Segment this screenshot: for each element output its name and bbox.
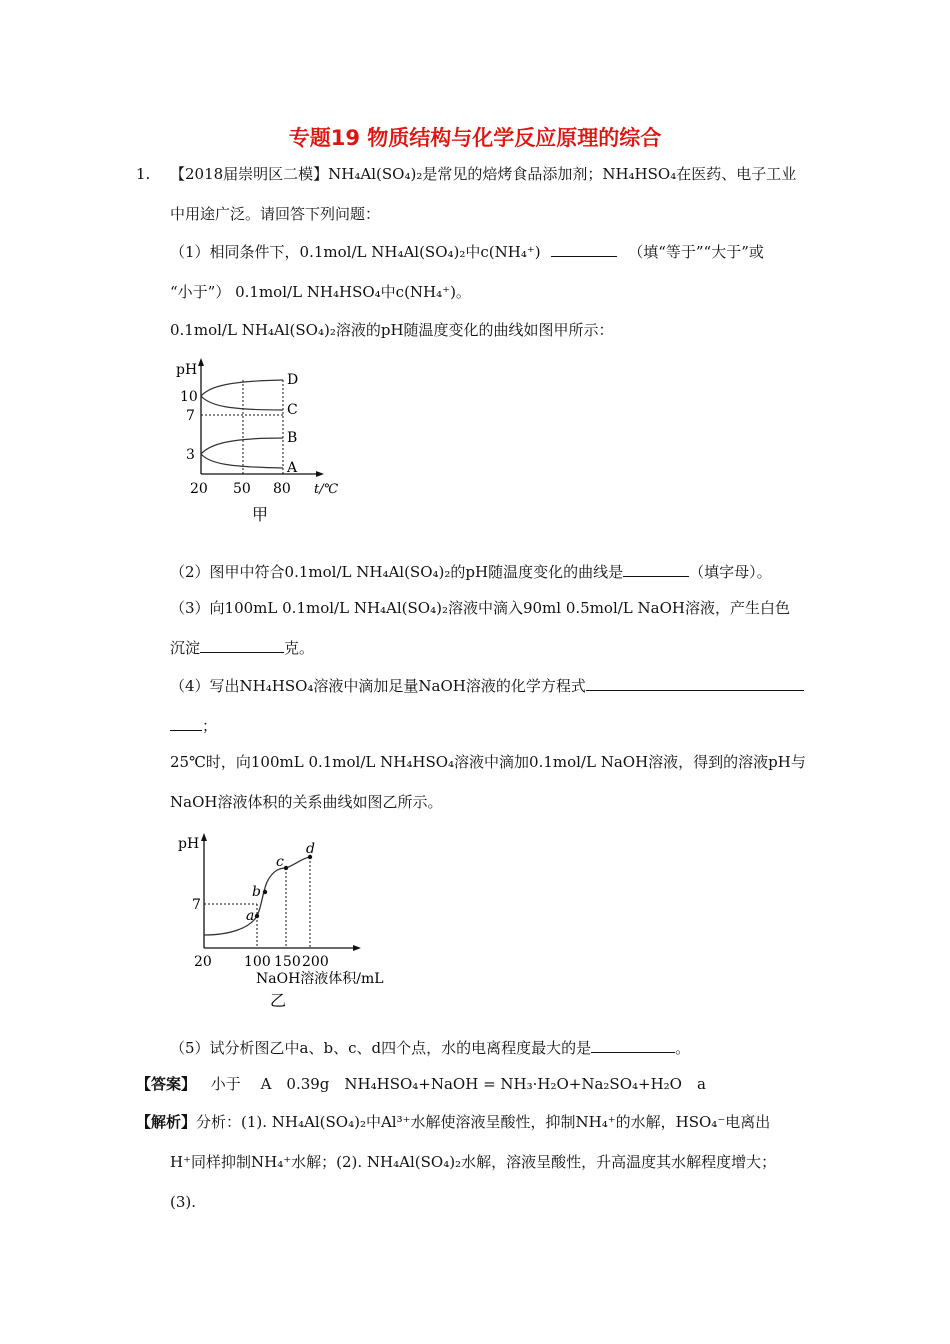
fig1-ytick-10: 10 xyxy=(180,389,198,405)
fig2-point-label-b: b xyxy=(252,884,261,900)
fig1-xtick-20: 20 xyxy=(190,481,208,497)
fig2-point-a xyxy=(255,914,259,918)
fig1-xtick-50: 50 xyxy=(233,481,251,497)
answer-blank-4[interactable] xyxy=(586,676,804,691)
sub-question-2-text: （2）图甲中符合0.1mol/L NH₄Al(SO₄)₂的pH随温度变化的曲线是 xyxy=(170,563,624,581)
fig1-x-arrow xyxy=(316,471,324,477)
sub-question-2 xyxy=(170,562,772,582)
figure-2-intro-line-1: 25℃时，向100mL 0.1mol/L NH₄HSO₄溶液中滴加0.1mol/L NaOH溶液，得到的溶液pH与 xyxy=(170,753,806,771)
answer-blank-1[interactable] xyxy=(551,242,617,257)
fig2-xtick-20: 20 xyxy=(194,954,212,970)
sub-question-4-end: ； xyxy=(202,717,218,735)
fig2-ylabel: pH xyxy=(178,836,200,852)
figure-1-intro: 0.1mol/L NH₄Al(SO₄)₂溶液的pH随温度变化的曲线如图甲所示： xyxy=(170,321,614,339)
sub-question-3-line-2 xyxy=(170,638,314,658)
analysis-text-1: 分析：(1). NH₄Al(SO₄)₂中Al³⁺水解使溶液呈酸性，抑制NH₄⁺的水解，HSO₄⁻电离出 xyxy=(196,1113,771,1131)
answer-text: 小于 A 0.39g NH₄HSO₄+NaOH = NH₃·H₂O+Na₂SO₄+H₂O a xyxy=(210,1075,706,1093)
sub-question-1-line-2: “小于”） 0.1mol/L NH₄HSO₄中c(NH₄⁺)。 xyxy=(170,283,471,301)
answer-blank-5[interactable] xyxy=(591,1038,675,1053)
sub-question-4-line-1 xyxy=(170,676,804,696)
answer-section xyxy=(136,1074,706,1094)
fig2-xtick-150: 150 xyxy=(274,954,301,970)
fig2-point-label-d: d xyxy=(306,841,315,857)
fig1-ylabel: pH xyxy=(176,362,198,378)
figure-yi-chart xyxy=(170,830,430,1012)
fig1-ytick-3: 3 xyxy=(186,447,195,463)
fig1-caption: 甲 xyxy=(252,505,269,524)
sub-question-5-end: 。 xyxy=(675,1039,691,1057)
fig1-curve-label-A: A xyxy=(287,460,298,476)
fig1-ytick-7: 7 xyxy=(186,408,195,424)
question-number: 1. xyxy=(136,165,151,183)
question-intro-line-2: 中用途广泛。请回答下列问题： xyxy=(170,205,381,223)
page-title: 专题19 物质结构与化学反应原理的综合 xyxy=(288,126,662,150)
analysis-line-3: (3). xyxy=(170,1193,197,1211)
fig2-point-b xyxy=(263,890,267,894)
fig2-xtick-100: 100 xyxy=(244,954,271,970)
fig2-point-label-c: c xyxy=(276,854,284,870)
sub-question-2-hint: （填字母）。 xyxy=(689,563,772,581)
fig2-xlabel: NaOH溶液体积/mL xyxy=(256,971,384,987)
fig1-xlabel: t/℃ xyxy=(314,482,339,497)
fig2-ytick-7: 7 xyxy=(192,897,201,913)
fig2-point-label-a: a xyxy=(246,908,255,924)
fig2-point-c xyxy=(284,866,288,870)
sub-question-5 xyxy=(170,1038,690,1058)
figure-2-intro-line-2: NaOH溶液体积的关系曲线如图乙所示。 xyxy=(170,793,443,811)
sub-question-1-text: （1）相同条件下，0.1mol/L NH₄Al(SO₄)₂中c(NH₄⁺) xyxy=(170,243,541,261)
analysis-label: 【解析】 xyxy=(136,1113,197,1131)
fig2-caption: 乙 xyxy=(270,991,287,1010)
answer-blank-2[interactable] xyxy=(623,562,689,577)
sub-question-1-line-1 xyxy=(170,242,764,262)
fig1-curve-C xyxy=(201,396,283,410)
sub-question-4-line-2 xyxy=(170,716,217,736)
fig2-y-arrow xyxy=(201,833,207,841)
fig1-y-arrow xyxy=(198,358,204,366)
fig2-x-arrow xyxy=(353,945,361,951)
analysis-line-1 xyxy=(136,1112,770,1132)
analysis-line-2: H⁺同样抑制NH₄⁺水解；(2). NH₄Al(SO₄)₂水解，溶液呈酸性，升高温度其水解程度增大； xyxy=(170,1153,777,1171)
fig1-curve-A xyxy=(201,454,283,468)
fig1-curve-label-D: D xyxy=(287,372,299,388)
fig1-curve-label-C: C xyxy=(287,402,298,418)
answer-blank-4-cont[interactable] xyxy=(170,716,202,731)
fig1-curve-D xyxy=(201,380,283,396)
sub-question-3-line-1: （3）向100mL 0.1mol/L NH₄Al(SO₄)₂溶液中滴入90ml 0.5mol/L NaOH溶液，产生白色 xyxy=(170,599,790,617)
fig1-curve-B xyxy=(201,438,283,454)
fig2-xtick-200: 200 xyxy=(302,954,329,970)
fig1-curve-label-B: B xyxy=(287,430,298,446)
sub-question-3-unit: 克。 xyxy=(284,639,315,657)
figure-jia-chart xyxy=(170,358,360,528)
sub-question-3-text: 沉淀 xyxy=(170,639,201,657)
sub-question-4-text: （4）写出NH₄HSO₄溶液中滴加足量NaOH溶液的化学方程式 xyxy=(170,677,586,695)
sub-question-1-options: （填“等于”“大于”或 xyxy=(628,243,764,261)
fig1-xtick-80: 80 xyxy=(273,481,291,497)
answer-blank-3[interactable] xyxy=(200,638,284,653)
question-intro-line-1: 【2018届崇明区二模】NH₄Al(SO₄)₂是常见的焙烤食品添加剂；NH₄HSO₄在医药、电子工业 xyxy=(170,165,797,183)
answer-label: 【答案】 xyxy=(136,1075,197,1093)
sub-question-5-text: （5）试分析图乙中a、b、c、d四个点，水的电离程度最大的是 xyxy=(170,1039,592,1057)
